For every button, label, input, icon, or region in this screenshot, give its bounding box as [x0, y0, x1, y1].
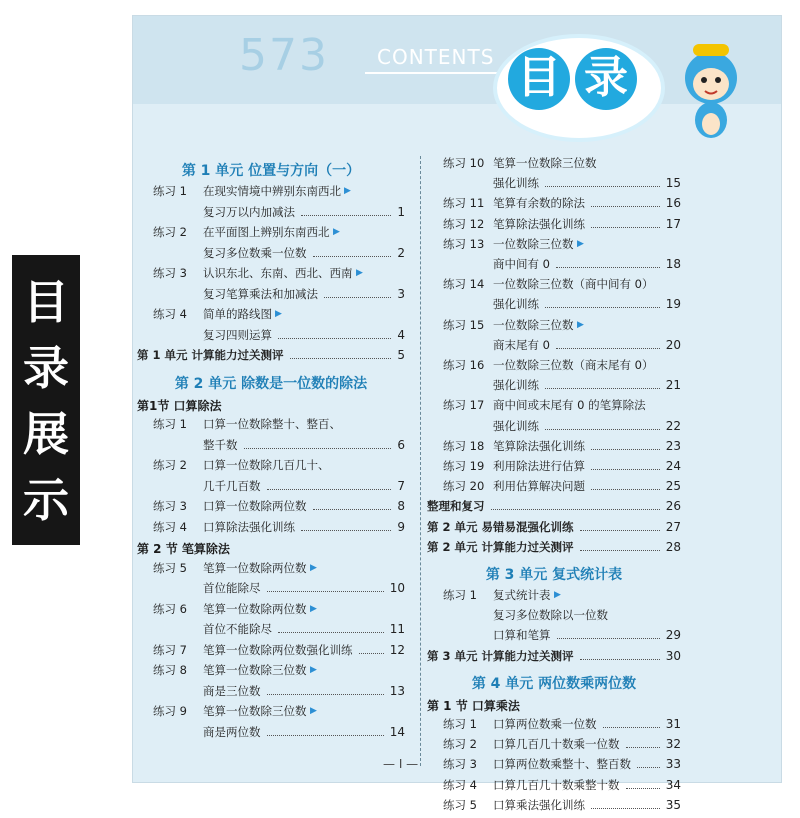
entry-text: 口算几百几十数乘一位数 — [493, 737, 620, 752]
exercise-label: 练习 8 — [153, 663, 187, 677]
title-char: 录 — [575, 48, 637, 110]
exercise-entry[interactable] — [423, 459, 685, 479]
page-number-ref: 19 — [665, 297, 681, 312]
test-entry[interactable] — [423, 649, 685, 669]
leader-dots — [591, 206, 660, 207]
exercise-label: 练习 1 — [153, 184, 187, 198]
exercise-entry[interactable] — [133, 520, 409, 541]
unit-heading[interactable]: 第 2 单元 除数是一位数的除法 — [174, 375, 368, 392]
page-number-ref: 12 — [389, 642, 405, 657]
page-number-ref: 6 — [397, 437, 405, 452]
review-entry[interactable] — [133, 581, 409, 602]
review-entry[interactable] — [133, 205, 409, 226]
exercise-label: 练习 17 — [443, 398, 485, 413]
exercise-entry[interactable] — [133, 417, 409, 438]
review-entry[interactable] — [423, 378, 685, 398]
leader-dots — [545, 307, 660, 308]
entry-text: 认识东北、东南、西北、西南 — [203, 266, 353, 280]
exercise-entry[interactable] — [133, 499, 409, 520]
exercise-label: 练习 5 — [153, 560, 187, 575]
page-number-ref: 28 — [665, 539, 681, 554]
banner-char: 展 — [23, 407, 69, 461]
review-entry[interactable] — [423, 257, 685, 277]
page-number-ref: 17 — [665, 216, 681, 231]
section-heading: 第1节 口算除法 — [137, 398, 222, 413]
exercise-label: 练习 10 — [443, 156, 485, 170]
page-number: — I — — [383, 757, 419, 771]
entry-text: 笔算除法强化训练 — [493, 216, 585, 231]
leader-dots — [580, 659, 660, 660]
arrow-icon: ▶ — [577, 238, 584, 249]
page-number-ref: 2 — [397, 245, 405, 260]
entry-text: 几千几百数 — [203, 478, 261, 493]
exercise-label: 练习 3 — [443, 757, 477, 772]
banner-char: 目 — [23, 275, 69, 329]
arrow-icon: ▶ — [310, 665, 317, 675]
review-entry[interactable] — [423, 608, 685, 628]
entry-text: 笔算一位数除两位数强化训练 — [203, 642, 353, 657]
leader-dots — [244, 448, 391, 449]
page-number-ref: 25 — [665, 479, 681, 494]
exercise-label: 练习 19 — [443, 459, 485, 473]
entry-text: 口算一位数除几百几十、 — [203, 458, 330, 472]
exercise-label: 练习 12 — [443, 216, 485, 231]
exercise-entry[interactable] — [423, 717, 685, 737]
exercise-label: 练习 9 — [153, 704, 187, 718]
entry-text: 复习四则运算 — [203, 327, 272, 342]
contents-page — [133, 16, 781, 812]
page-number-ref: 22 — [665, 418, 681, 433]
leader-dots — [545, 429, 660, 430]
entry-text: 口算一位数除两位数 — [203, 499, 307, 513]
page-number-ref: 20 — [665, 337, 681, 352]
exercise-entry[interactable] — [423, 479, 685, 499]
leader-dots — [637, 767, 660, 768]
leader-dots — [545, 388, 660, 389]
exercise-label: 练习 7 — [153, 642, 187, 657]
section-heading: 第 2 节 笔算除法 — [137, 542, 230, 556]
exercise-label: 练习 1 — [443, 588, 477, 602]
exercise-entry[interactable] — [423, 778, 685, 798]
page-number-ref: 21 — [665, 378, 681, 393]
entry-text: 一位数除三位数（商末尾有 0） — [493, 358, 654, 372]
exercise-label: 练习 3 — [153, 266, 187, 280]
review-entry[interactable] — [423, 338, 685, 358]
review-entry[interactable] — [133, 622, 409, 643]
entry-text: 首位不能除尽 — [203, 622, 272, 636]
exercise-entry[interactable] — [423, 757, 685, 777]
page-number-ref: 1 — [397, 204, 405, 219]
review-entry[interactable] — [133, 438, 409, 459]
page-number-ref: 10 — [389, 581, 405, 595]
entry-text: 一位数除三位数 — [493, 317, 574, 332]
entry-text: 强化训练 — [493, 297, 539, 312]
exercise-label: 练习 14 — [443, 277, 485, 292]
entry-text: 口算一位数除整十、整百、 — [203, 417, 341, 431]
arrow-icon: ▶ — [333, 227, 340, 237]
side-banner — [12, 255, 80, 545]
arrow-icon: ▶ — [275, 309, 282, 319]
exercise-entry[interactable] — [423, 588, 685, 608]
arrow-icon: ▶ — [344, 186, 351, 196]
exercise-entry[interactable] — [423, 439, 685, 459]
entry-text: 简单的路线图 — [203, 307, 272, 321]
leader-dots — [580, 530, 660, 531]
leader-dots — [267, 735, 384, 736]
leader-dots — [580, 550, 660, 551]
exercise-label: 练习 5 — [443, 797, 477, 812]
leader-dots — [626, 788, 660, 789]
exercise-label: 练习 4 — [153, 519, 187, 534]
exercise-label: 练习 4 — [153, 307, 187, 321]
page-number-ref: 7 — [397, 478, 405, 493]
banner-char: 示 — [23, 473, 69, 527]
column-divider — [420, 156, 421, 766]
exercise-label: 练习 6 — [153, 601, 187, 616]
leader-dots — [301, 215, 391, 216]
exercise-label: 练习 4 — [443, 777, 477, 792]
entry-text: 笔算一位数除两位数 — [203, 601, 307, 616]
leader-dots — [591, 489, 660, 490]
header-digits: 573 — [239, 30, 329, 81]
entry-text: 笔算一位数除两位数 — [203, 560, 307, 575]
leader-dots — [313, 509, 391, 510]
entry-text: 笔算一位数除三位数 — [493, 156, 597, 170]
entry-text: 强化训练 — [493, 176, 539, 191]
banner-char: 录 — [23, 341, 69, 395]
entry-text: 商中间或末尾有 0 的笔算除法 — [493, 398, 646, 413]
unit-heading[interactable]: 第 4 单元 两位数乘两位数 — [471, 675, 637, 692]
unit-heading[interactable]: 第 3 单元 复式统计表 — [485, 567, 623, 583]
page-number-ref: 35 — [665, 797, 681, 812]
entry-text: 复习多位数乘一位数 — [203, 245, 307, 260]
entry-text: 首位能除尽 — [203, 581, 261, 595]
arrow-icon: ▶ — [356, 268, 363, 278]
exercise-entry[interactable] — [133, 307, 409, 328]
entry-text: 一位数除三位数 — [493, 236, 574, 251]
entry-text: 口算两位数乘整十、整百数 — [493, 757, 631, 772]
page-number-ref: 8 — [397, 499, 405, 513]
entry-text: 第 2 单元 计算能力过关测评 — [427, 539, 574, 554]
entry-text: 商中间有 0 — [493, 257, 550, 271]
exercise-entry[interactable] — [423, 398, 685, 418]
entry-text: 强化训练 — [493, 418, 539, 433]
page-number-ref: 4 — [397, 327, 405, 342]
entry-text: 复习多位数除以一位数 — [493, 608, 608, 623]
entry-text: 第 3 单元 计算能力过关测评 — [427, 648, 574, 663]
leader-dots — [324, 297, 391, 298]
arrow-icon: ▶ — [310, 706, 317, 716]
unit-heading[interactable]: 第 1 单元 位置与方向（一） — [181, 163, 361, 179]
entry-text: 第 1 单元 计算能力过关测评 — [137, 348, 284, 362]
test-entry[interactable] — [423, 520, 685, 540]
exercise-label: 练习 2 — [153, 225, 187, 239]
entry-text: 口算乘法强化训练 — [493, 797, 585, 812]
entry-text: 商是两位数 — [203, 724, 261, 739]
page-number-ref: 26 — [665, 499, 681, 514]
review-entry[interactable] — [423, 628, 685, 648]
leader-dots — [267, 591, 384, 592]
leader-dots — [591, 449, 660, 450]
entry-text: 商是三位数 — [203, 683, 261, 698]
entry-text: 利用估算解决问题 — [493, 479, 585, 494]
review-entry[interactable] — [133, 246, 409, 267]
page-number-ref: 3 — [397, 286, 405, 301]
review-entry[interactable] — [133, 684, 409, 705]
page-number-ref: 15 — [665, 176, 681, 191]
review-entry[interactable] — [133, 287, 409, 308]
exercise-entry[interactable] — [133, 225, 409, 246]
exercise-entry[interactable] — [133, 561, 409, 582]
arrow-icon: ▶ — [310, 562, 317, 573]
leader-dots — [556, 267, 660, 268]
page-number-ref: 29 — [665, 628, 681, 643]
exercise-entry[interactable] — [423, 217, 685, 237]
entry-text: 笔算有余数的除法 — [493, 196, 585, 211]
page-number-ref: 24 — [665, 459, 681, 473]
leader-dots — [603, 727, 660, 728]
leader-dots — [591, 808, 660, 809]
exercise-entry[interactable] — [423, 156, 685, 176]
exercise-label: 练习 20 — [443, 479, 485, 494]
review-entry[interactable] — [133, 725, 409, 746]
test-entry[interactable] — [423, 499, 685, 519]
leader-dots — [278, 338, 391, 339]
leader-dots — [626, 747, 660, 748]
page-number-ref: 18 — [665, 257, 681, 271]
entry-text: 笔算一位数除三位数 — [203, 704, 307, 718]
page-number-ref: 16 — [665, 196, 681, 211]
section-heading: 第 1 节 口算乘法 — [427, 698, 520, 713]
entry-text: 复式统计表 — [493, 588, 551, 602]
page-number-ref: 32 — [665, 737, 681, 752]
leader-dots — [545, 186, 660, 187]
exercise-label: 练习 11 — [443, 196, 485, 211]
exercise-label: 练习 3 — [153, 499, 187, 513]
entry-text: 整千数 — [203, 437, 238, 452]
entry-text: 商末尾有 0 — [493, 337, 550, 352]
arrow-icon: ▶ — [554, 590, 561, 600]
leader-dots — [290, 358, 391, 359]
exercise-entry[interactable] — [423, 277, 685, 297]
entry-text: 口算除法强化训练 — [203, 519, 295, 534]
leader-dots — [301, 530, 391, 531]
test-entry[interactable] — [133, 348, 409, 369]
exercise-label: 练习 15 — [443, 317, 485, 332]
page-number-ref: 27 — [665, 519, 681, 534]
page-number-ref: 9 — [397, 519, 405, 534]
page-number-ref: 30 — [665, 648, 681, 663]
exercise-label: 练习 18 — [443, 438, 485, 453]
leader-dots — [267, 489, 391, 490]
exercise-entry[interactable] — [423, 318, 685, 338]
mascot-icon — [653, 38, 763, 148]
exercise-entry[interactable] — [423, 196, 685, 216]
page-number-ref: 31 — [665, 717, 681, 731]
leader-dots — [267, 694, 384, 695]
entry-text: 在现实情境中辨别东南西北 — [203, 184, 341, 198]
exercise-label: 练习 1 — [443, 717, 477, 731]
entry-text: 笔算一位数除三位数 — [203, 663, 307, 677]
entry-text: 一位数除三位数（商中间有 0） — [493, 277, 654, 292]
leader-dots — [313, 256, 391, 257]
leader-dots — [591, 469, 660, 470]
exercise-entry[interactable] — [423, 358, 685, 378]
title-char: 目 — [508, 48, 570, 110]
leader-dots — [359, 653, 384, 654]
entry-text: 口算两位数乘一位数 — [493, 717, 597, 731]
exercise-entry[interactable] — [133, 643, 409, 664]
entry-text: 口算和笔算 — [493, 628, 551, 643]
exercise-entry[interactable] — [133, 458, 409, 479]
review-entry[interactable] — [133, 328, 409, 349]
exercise-label: 练习 16 — [443, 358, 485, 372]
leader-dots — [278, 632, 384, 633]
entry-text: 复习笔算乘法和加减法 — [203, 286, 318, 301]
entry-text: 在平面图上辨别东南西北 — [203, 225, 330, 239]
test-entry[interactable] — [423, 540, 685, 560]
review-entry[interactable] — [133, 479, 409, 500]
page-number-ref: 23 — [665, 438, 681, 453]
exercise-entry[interactable] — [133, 266, 409, 287]
entry-text: 利用除法进行估算 — [493, 459, 585, 473]
exercise-entry[interactable] — [133, 184, 409, 205]
entry-text: 口算几百几十数乘整十数 — [493, 777, 620, 792]
arrow-icon: ▶ — [577, 319, 584, 330]
leader-dots — [491, 509, 660, 510]
exercise-entry[interactable] — [133, 602, 409, 623]
exercise-entry[interactable] — [133, 663, 409, 684]
entry-text: 强化训练 — [493, 378, 539, 393]
arrow-icon: ▶ — [310, 603, 317, 614]
exercise-entry[interactable] — [423, 737, 685, 757]
exercise-label: 练习 13 — [443, 236, 485, 251]
contents-label: CONTENTS — [377, 45, 495, 69]
page-number-ref: 5 — [397, 348, 405, 362]
leader-dots — [591, 227, 660, 228]
leader-dots — [556, 348, 660, 349]
page-number-ref: 34 — [665, 777, 681, 792]
faded-header-text — [133, 136, 781, 158]
exercise-label: 练习 1 — [153, 417, 187, 431]
entry-text: 笔算除法强化训练 — [493, 438, 585, 453]
exercise-entry[interactable] — [133, 704, 409, 725]
exercise-entry[interactable] — [423, 237, 685, 257]
review-entry[interactable] — [423, 297, 685, 317]
review-entry[interactable] — [423, 419, 685, 439]
page-number-ref: 11 — [389, 622, 405, 636]
page-number-ref: 14 — [389, 724, 405, 739]
entry-text: 整理和复习 — [427, 499, 485, 514]
entry-text: 第 2 单元 易错易混强化训练 — [427, 519, 574, 534]
exercise-label: 练习 2 — [153, 458, 187, 472]
leader-dots — [557, 638, 660, 639]
exercise-label: 练习 2 — [443, 737, 477, 752]
review-entry[interactable] — [423, 176, 685, 196]
entry-text: 复习万以内加减法 — [203, 204, 295, 219]
page-number-ref: 13 — [389, 683, 405, 698]
page-number-ref: 33 — [665, 757, 681, 772]
exercise-entry[interactable] — [423, 798, 685, 818]
